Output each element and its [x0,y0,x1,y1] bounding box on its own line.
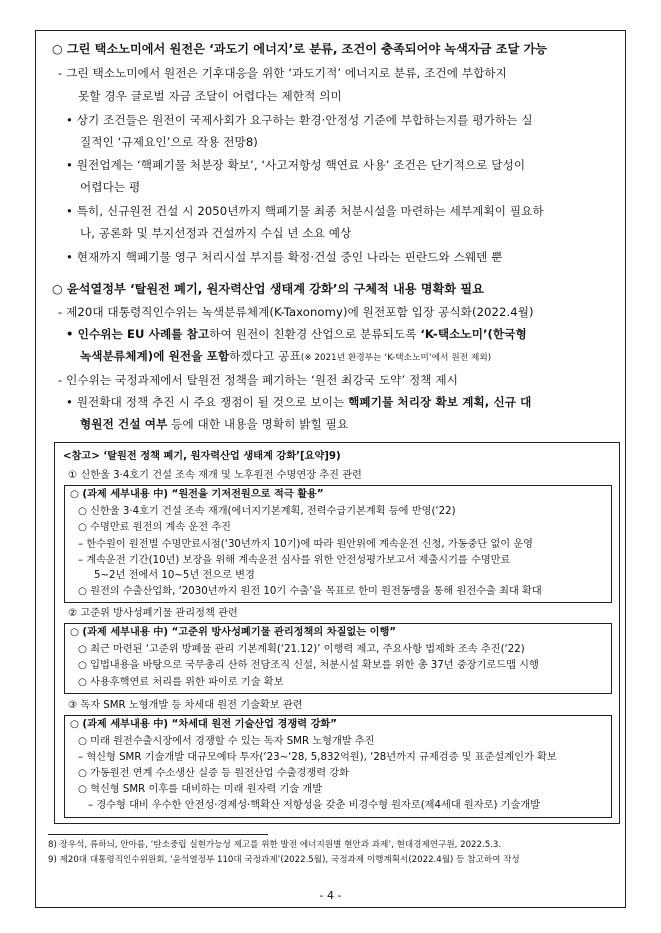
sec1-line: 나, 공론화 및 부지선정과 건설까지 수십 년 소요 예상 [80,226,352,240]
list-item: ○ 원전의 수출산업화, ‘2030년까지 원전 10기 수출’을 목표로 한미 원전동맹을 통해 원전수출 최대 확대 [78,586,542,597]
list-item: ○ 혁신형 SMR 이후를 대비하는 미래 원자력 기술 개발 [78,784,323,795]
list-item: ○ 사용후핵연료 처리를 위한 파이로 기술 확보 [78,677,284,688]
sec1-line: 어렵다는 평 [80,180,141,194]
ref-part3-heading: ③ 독자 SMR 노형개발 등 차세대 원전 기술확보 관련 [68,700,303,711]
sec2-bullet: • 원전확대 정책 추진 시 주요 쟁점이 될 것으로 보이는 핵폐기물 처리장 확보 계획, 신규 대 [66,395,532,409]
sec1-bullet: • 원전업계는 ‘핵폐기물 처분장 확보’, ‘사고저항성 핵연료 사용’ 조건은 단기적으로 달성이 [66,158,526,172]
list-item: ○ 입법내용을 바탕으로 국무총리 산하 전담조직 신설, 처분시설 확보를 위한 총 37년 중장기로드맵 시행 [78,660,539,671]
sec1-line: - 그린 택소노미에서 원전은 기후대응을 위한 ‘과도기적’ 에너지로 분류, 조건에 부합하지 [58,66,507,80]
sec1-bullet: • 현재까지 핵폐기물 영구 처리시설 부지를 확정·건설 중인 나라는 핀란드와 스웨덴 뿐 [66,250,503,264]
list-item: 5~2년 전에서 10~5년 전으로 변경 [94,570,255,581]
list-item: ○ 수명만료 원전의 계속 운전 추진 [78,522,232,533]
ref-part3-box-title: ○ (과제 세부내용 中) “차세대 원전 기술산업 경쟁력 강화” [70,719,337,730]
sec2-line: - 제20대 대통령직인수위는 녹색분류체계(K-Taxonomy)에 원전포함 입장 공식화(2022.4월) [58,305,534,319]
footnote-8: 8) 장우석, 류하늬, 안아름, ‘탄소중립 실현가능성 제고를 위한 발전 에너지원별 현안과 과제’, 현대경제연구원, 2022.5.3. [48,840,502,850]
sec1-bullet: • 상기 조건들은 원전이 국제사회가 요구하는 환경·안정성 기준에 부합하는지를 평가하는 실 [66,113,533,127]
footnote-9: 9) 제20대 대통령직인수위원회, ‘윤석열정부 110대 국정과제’(2022.5월), 국정과제 이행계획서(2022.4월) 등 참고하여 작성 [48,855,520,865]
list-item: ○ 신한울 3·4호기 건설 조속 재개(에너지기본계획, 전력수급기본계획 등에 반영(‘22) [78,506,456,517]
ref-part2-box-title: ○ (과제 세부내용 中) “고준위 방사성폐기물 관리정책의 차질없는 이행” [70,627,397,638]
page-number: - 4 - [319,889,342,902]
list-item: – 한수원이 원전별 수명만료시점(‘30년까지 10기)에 따라 원안위에 계속운전 신청, 가동중단 없이 운영 [78,539,534,550]
reference-title: <참고> ‘탈원전 정책 폐기, 원자력산업 생태계 강화’[요약]9) [63,451,341,462]
sec2-line: 형원전 건설 여부 등에 대한 내용을 명확히 밝힐 필요 [80,417,349,431]
footnote-divider [48,834,268,835]
sec2-line: 녹색분류체계)에 원전을 포함하겠다고 공표(※ 2021년 환경부는 ‘K-택소노미’에서 원전 제외) [80,349,492,363]
sec1-line: 못할 경우 글로벌 자금 조달이 어렵다는 제한적 의미 [78,89,342,103]
sec2-line: - 인수위는 국정과제에서 탈원전 정책을 폐기하는 ‘원전 최강국 도약’ 정책 제시 [58,373,458,387]
list-item: ○ 가동원전 연계 수소생산 실증 등 원전산업 수출경쟁력 강화 [78,768,349,779]
list-item: – 혁신형 SMR 기술개발 대규모예타 투자(‘23~‘28, 5,832억원), ‘28년까지 규제검증 및 표준설계인가 확보 [78,752,557,763]
list-item: ○ 최근 마련된 ‘고준위 방폐물 관리 기본계획(‘21.12)’ 이행력 제고, 주요사항 법제화 조속 추진(‘22) [78,644,525,655]
section1-heading: ○ 그린 택소노미에서 원전은 ‘과도기 에너지’로 분류, 조건이 충족되어야 녹색자금 조달 가능 [52,42,548,56]
sec1-line: 질적인 ‘규제요인’으로 작용 전망8) [80,135,258,149]
list-item: ○ 미래 원전수출시장에서 경쟁할 수 있는 독자 SMR 노형개발 추진 [78,736,375,747]
sec1-bullet: • 특히, 신규원전 건설 시 2050년까지 핵폐기물 최종 처분시설을 마련하는 세부계획이 필요하 [66,204,544,218]
ref-part1-heading: ① 신한울 3·4호기 건설 조속 재개 및 노후원전 수명연장 추진 관련 [68,470,362,481]
ref-part2-heading: ② 고준위 방사성폐기물 관리정책 관련 [68,608,238,619]
sec2-bullet: • 인수위는 EU 사례를 참고하여 원전이 친환경 산업으로 분류되도록 ‘K-택소노미’(한국형 [66,327,527,341]
list-item: – 계속운전 기간(10년) 보장을 위해 계속운전 심사를 위한 안전성평가보고서 제출시기를 수명만료 [78,555,511,566]
list-item: – 경수형 대비 우수한 안전성·경제성·핵확산 저항성을 갖춘 비경수형 원자로(제4세대 원자로) 기술개발 [88,800,541,811]
section2-heading: ○ 윤석열정부 ‘탈원전 폐기, 원자력산업 생태계 강화’의 구체적 내용 명확화 필요 [52,282,484,296]
ref-part1-box-title: ○ (과제 세부내용 中) “원전을 기저전원으로 적극 활용” [70,489,324,500]
